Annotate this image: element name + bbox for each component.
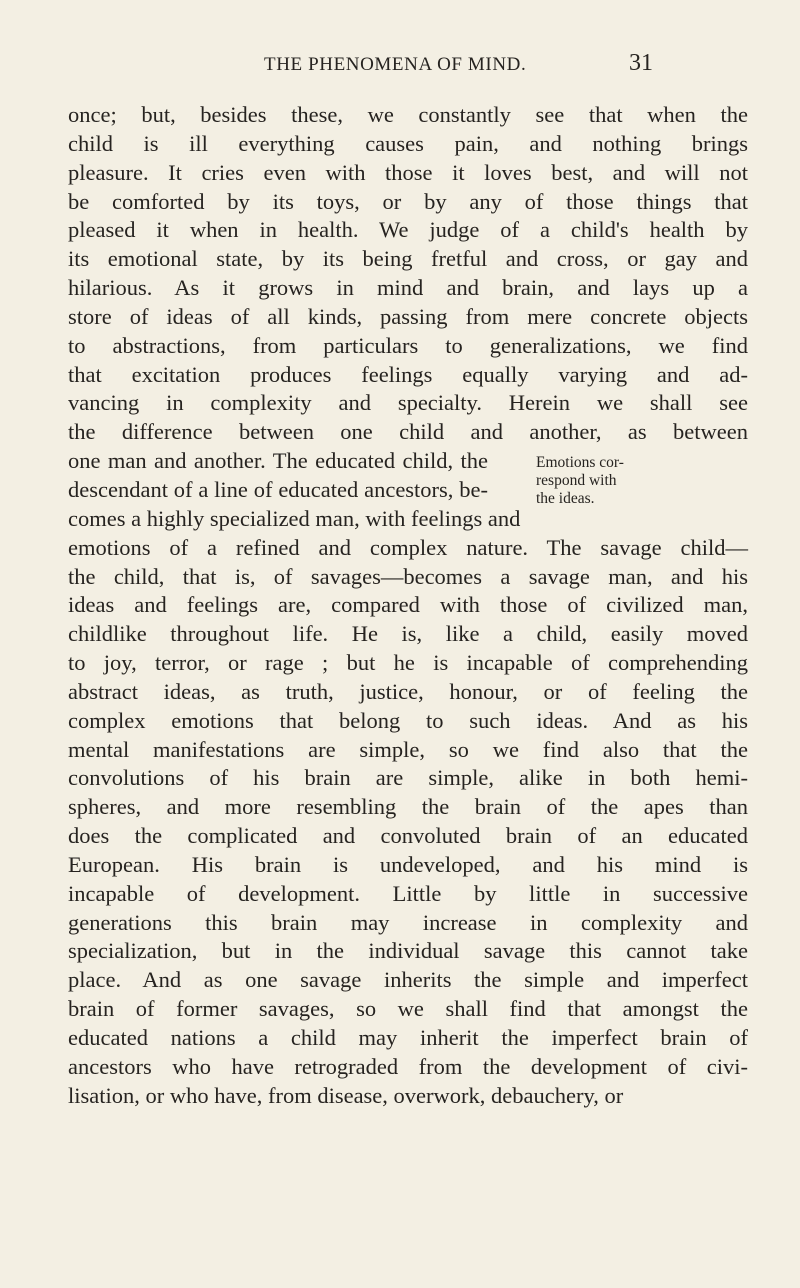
margin-note-line: respond with xyxy=(536,472,617,489)
text-line: educated nations a child may inherit the imperfect brain of xyxy=(68,1025,748,1050)
text-line: spheres, and more resembling the brain of the apes than xyxy=(68,794,748,820)
text-line: emotions of a refined and complex nature. The savage child— xyxy=(68,534,748,560)
text-line: comes a highly specialized man, with feelings and xyxy=(68,505,521,531)
margin-note-line: the ideas. xyxy=(536,490,595,507)
text-line: that excitation produces feelings equally varying and ad- xyxy=(68,361,748,387)
text-line: vancing in complexity and specialty. Herein we shall see xyxy=(68,390,748,416)
running-title: THE PHENOMENA OF MIND. xyxy=(264,54,527,75)
text-line: to abstractions, from particulars to generalizations, we find xyxy=(68,332,748,358)
text-line: complex emotions that belong to such ideas. And as his xyxy=(68,707,748,733)
text-line: pleasure. It cries even with those it loves best, and will not xyxy=(68,159,748,185)
page-number: 31 xyxy=(629,50,653,76)
text-line: lisation, or who have, from disease, overwork, debauchery, or xyxy=(68,1082,624,1108)
text-line: pleased it when in health. We judge of a child's health by xyxy=(68,217,748,243)
text-line: hilarious. As it grows in mind and brain, and lays up a xyxy=(68,275,748,301)
text-line: the child, that is, of savages—becomes a savage man, and his xyxy=(68,563,748,589)
margin-note xyxy=(536,454,686,508)
text-line: one man and another. The educated child, the xyxy=(68,448,488,474)
text-line: brain of former savages, so we shall find that amongst the xyxy=(68,996,748,1022)
text-line: generations this brain may increase in complexity and xyxy=(68,909,748,935)
text-line: place. And as one savage inherits the simple and imperfect xyxy=(68,967,748,993)
text-line: once; but, besides these, we constantly see that when the xyxy=(68,102,748,127)
text-line: European. His brain is undeveloped, and his mind is xyxy=(68,851,748,877)
text-line: incapable of development. Little by little in successive xyxy=(68,880,748,906)
text-line: be comforted by its toys, or by any of those things that xyxy=(68,188,748,214)
margin-note-line: Emotions cor- xyxy=(536,454,624,471)
text-line: childlike throughout life. He is, like a child, easily moved xyxy=(68,621,748,647)
text-line: descendant of a line of educated ancestors, be- xyxy=(68,476,488,502)
text-line: store of ideas of all kinds, passing from mere concrete objects xyxy=(68,303,748,329)
text-line: the difference between one child and another, as between xyxy=(68,419,748,445)
text-line: does the complicated and convoluted brain of an educated xyxy=(68,823,748,849)
text-line: convolutions of his brain are simple, alike in both hemi- xyxy=(68,765,748,791)
text-line: its emotional state, by its being fretful and cross, or gay and xyxy=(68,246,748,272)
body-text xyxy=(68,101,748,1111)
text-line: mental manifestations are simple, so we find also that the xyxy=(68,736,748,762)
text-line: abstract ideas, as truth, justice, honour, or of feeling the xyxy=(68,678,748,704)
text-line: specialization, but in the individual savage this cannot take xyxy=(68,938,748,964)
text-line: ideas and feelings are, compared with those of civilized man, xyxy=(68,592,748,618)
text-line: ancestors who have retrograded from the development of civi- xyxy=(68,1053,748,1079)
text-line: to joy, terror, or rage ; but he is incapable of comprehending xyxy=(68,650,748,676)
text-line: child is ill everything causes pain, and nothing brings xyxy=(68,130,748,156)
